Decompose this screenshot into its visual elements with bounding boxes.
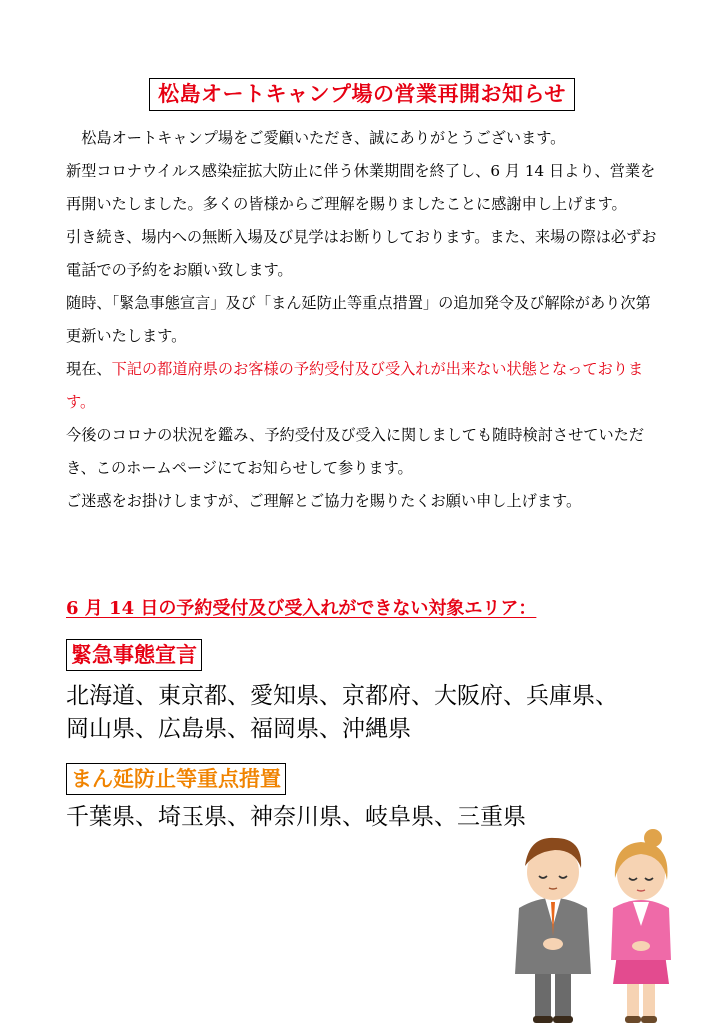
priority-measures-prefectures: 千葉県、埼玉県、神奈川県、岐阜県、三重県 — [66, 804, 526, 830]
restriction-prefix: 現在、 — [66, 360, 112, 378]
bowing-man-figure — [515, 838, 591, 1023]
paragraph-reopening: 新型コロナウイルス感染症拡大防止に伴う休業期間を終了し、6 月 14 日より、営業を再開いたしました。多くの皆様からご理解を賜りましたことに感謝申し上げます。 — [66, 162, 656, 213]
paragraph-apology: ご迷惑をお掛けしますが、ご理解とご協力を賜りたくお願い申し上げます。 — [66, 492, 582, 510]
emergency-prefecture-list — [66, 680, 666, 746]
bowing-woman-figure — [611, 829, 671, 1023]
paragraph-updates: 随時、「緊急事態宣言」及び「まん延防止等重点措置」の追加発令及び解除があり次第更新いたします。 — [66, 294, 651, 345]
paragraph-greeting: 松島オートキャンプ場をご愛顧いただき、誠にありがとうございます。 — [81, 129, 566, 147]
emergency-label: 緊急事態宣言 — [66, 639, 202, 671]
paragraph-no-visits: 引き続き、場内への無断入場及び見学はお断りしております。また、来場の際は必ずお電話での予約をお願い致します。 — [66, 228, 657, 279]
priority-measures-label: まん延防止等重点措置 — [66, 763, 286, 795]
title-wrapper — [0, 78, 724, 111]
emergency-prefectures-line1: 北海道、東京都、愛知県、京都府、大阪府、兵庫県、 — [66, 683, 618, 709]
bowing-staff-illustration — [505, 826, 705, 1024]
emergency-prefectures-line2: 岡山県、広島県、福岡県、沖縄県 — [66, 716, 411, 742]
paragraph-restriction — [66, 353, 662, 419]
notice-body — [66, 122, 662, 518]
paragraph-future: 今後のコロナの状況を鑑み、予約受付及び受入に関しましても随時検討させていただき、このホームページにてお知らせして参ります。 — [66, 426, 645, 477]
page-title: 松島オートキャンプ場の営業再開お知らせ — [149, 78, 575, 111]
restriction-highlight: 下記の都道府県のお客様の予約受付及び受入れが出来ない状態となっております。 — [66, 360, 644, 411]
target-area-heading: 6 月 14 日の予約受付及び受入れができない対象エリア： — [66, 598, 537, 619]
